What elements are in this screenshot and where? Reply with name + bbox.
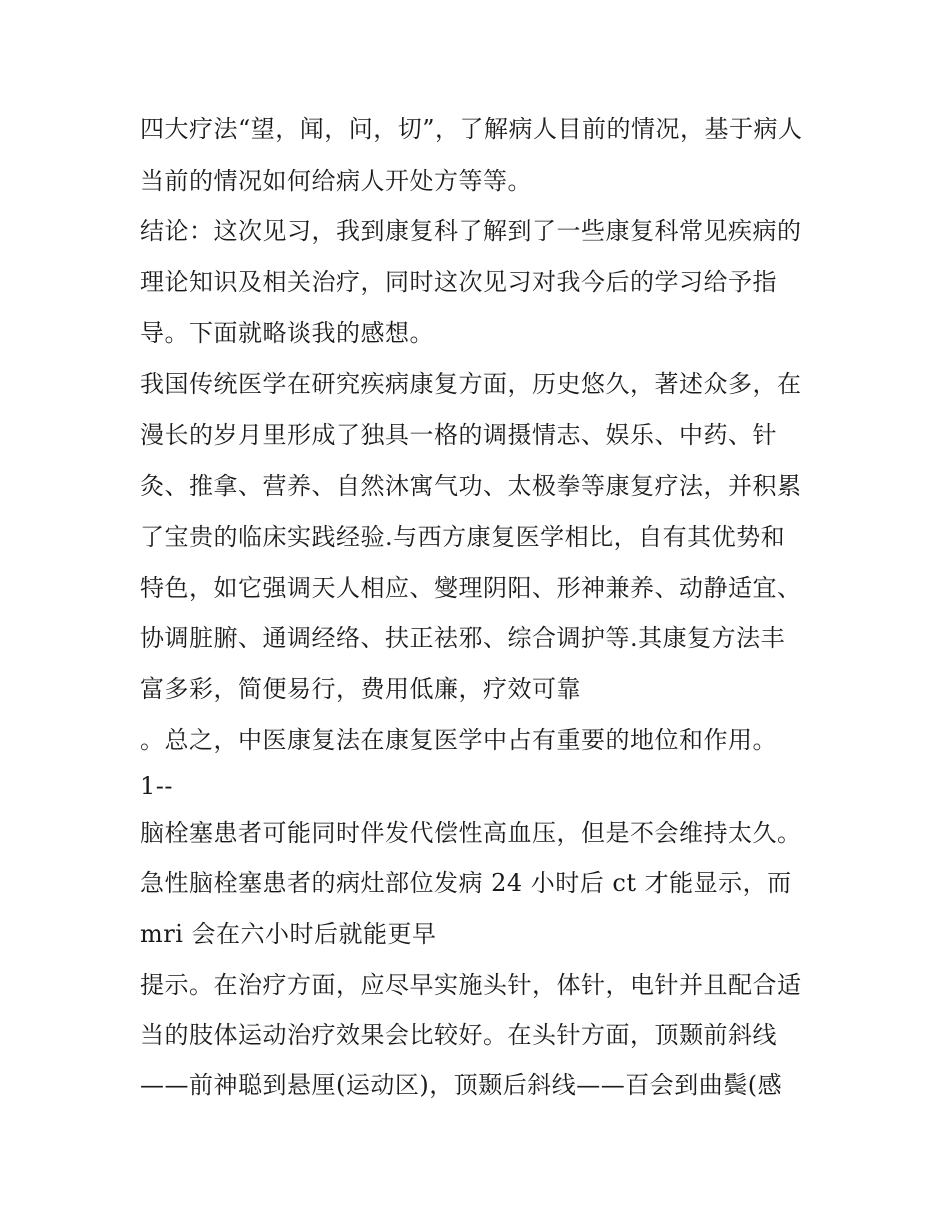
text-line: 急性脑栓塞患者的病灶部位发病 24 小时后 ct 才能显示，而 <box>140 869 792 897</box>
text-line: 富多彩，简便易行，费用低廉，疗效可靠 <box>140 675 581 703</box>
text-line: 漫长的岁月里形成了独具一格的调摄情志、娱乐、中药、针 <box>140 421 777 449</box>
text-line: 脑栓塞患者可能同时伴发代偿性高血压，但是不会维持太久。 <box>140 819 802 847</box>
text-line: 特色，如它强调天人相应、燮理阴阳、形神兼养、动静适宜、 <box>140 574 802 602</box>
text-line: 结论：这次见习，我到康复科了解到了一些康复科常见疾病的 <box>140 217 802 245</box>
text-line: 协调脏腑、通调经络、扶正祛邪、综合调护等.其康复方法丰 <box>140 624 786 652</box>
text-line: 导。下面就略谈我的感想。 <box>140 319 434 347</box>
text-line: 当前的情况如何给病人开处方等等。 <box>140 167 532 195</box>
text-line: 了宝贵的临床实践经验.与西方康复医学相比，自有其优势和 <box>140 523 786 551</box>
text-line: 我国传统医学在研究疾病康复方面，历史悠久，著述众多，在 <box>140 370 802 398</box>
page-marker: 1-- <box>140 772 173 800</box>
text-line: ——前神聪到悬厘(运动区)，顶颞后斜线——百会到曲鬓(感 <box>140 1071 783 1099</box>
text-line: mri 会在六小时后就能更早 <box>140 920 437 948</box>
text-line: 理论知识及相关治疗，同时这次见习对我今后的学习给予指 <box>140 268 777 296</box>
text-line: 当的肢体运动治疗效果会比较好。在头针方面，顶颞前斜线 <box>140 1021 777 1049</box>
text-line: 提示。在治疗方面，应尽早实施头针，体针，电针并且配合适 <box>140 971 802 999</box>
text-line: 灸、推拿、营养、自然沐寓气功、太极拳等康复疗法，并积累 <box>140 472 802 500</box>
text-line: 四大疗法“望，闻，问，切”，了解病人目前的情况，基于病人 <box>140 115 803 143</box>
text-line: 。总之，中医康复法在康复医学中占有重要的地位和作用。 <box>140 726 777 754</box>
